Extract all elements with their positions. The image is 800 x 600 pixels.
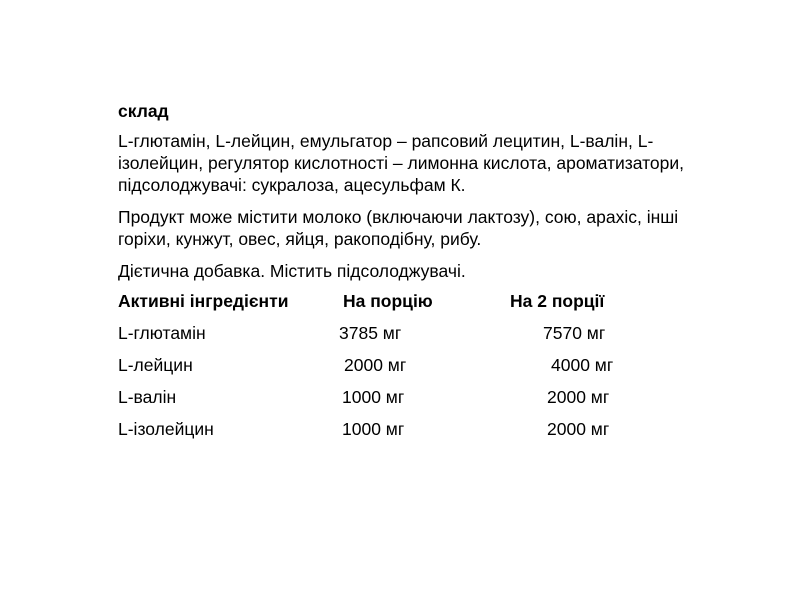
section-heading: склад: [118, 101, 169, 121]
table-row: [118, 418, 678, 450]
ingredients-paragraph: L-глютамін, L-лейцин, емульгатор – рапсовий лецитин, L-валін, L-ізолейцин, регулятор кислотності – лимонна кислота, ароматизатори, підсолоджувачі: сукралоза, ацесульфам К.: [118, 131, 685, 195]
per-serving-value: 1000 мг: [342, 419, 405, 439]
table-header-row: [118, 290, 678, 322]
allergens-paragraph: Продукт може містити молоко (включаючи лактозу), сою, арахіс, інші горіхи, кунжут, овес, яйця, ракоподібну, рибу.: [118, 207, 679, 249]
header-per-serving: На порцію: [343, 291, 433, 311]
per-2-servings-value: 4000 мг: [551, 355, 614, 375]
ingredient-name: L-глютамін: [118, 323, 206, 343]
ingredient-name: L-ізолейцин: [118, 419, 214, 439]
per-serving-value: 1000 мг: [342, 387, 405, 407]
per-2-servings-value: 7570 мг: [543, 323, 606, 343]
active-ingredients-table: [118, 290, 678, 450]
per-serving-value: 2000 мг: [344, 355, 407, 375]
document-body: [118, 100, 758, 450]
per-serving-value: 3785 мг: [339, 323, 402, 343]
header-active-ingredients: Активні інгредієнти: [118, 291, 289, 311]
table-row: [118, 354, 678, 386]
table-row: [118, 386, 678, 418]
header-per-2-servings: На 2 порції: [510, 291, 605, 311]
ingredient-name: L-лейцин: [118, 355, 193, 375]
per-2-servings-value: 2000 мг: [547, 387, 610, 407]
ingredient-name: L-валін: [118, 387, 177, 407]
per-2-servings-value: 2000 мг: [547, 419, 610, 439]
table-row: [118, 322, 678, 354]
supplement-note: Дієтична добавка. Містить підсолоджувачі.: [118, 261, 466, 281]
